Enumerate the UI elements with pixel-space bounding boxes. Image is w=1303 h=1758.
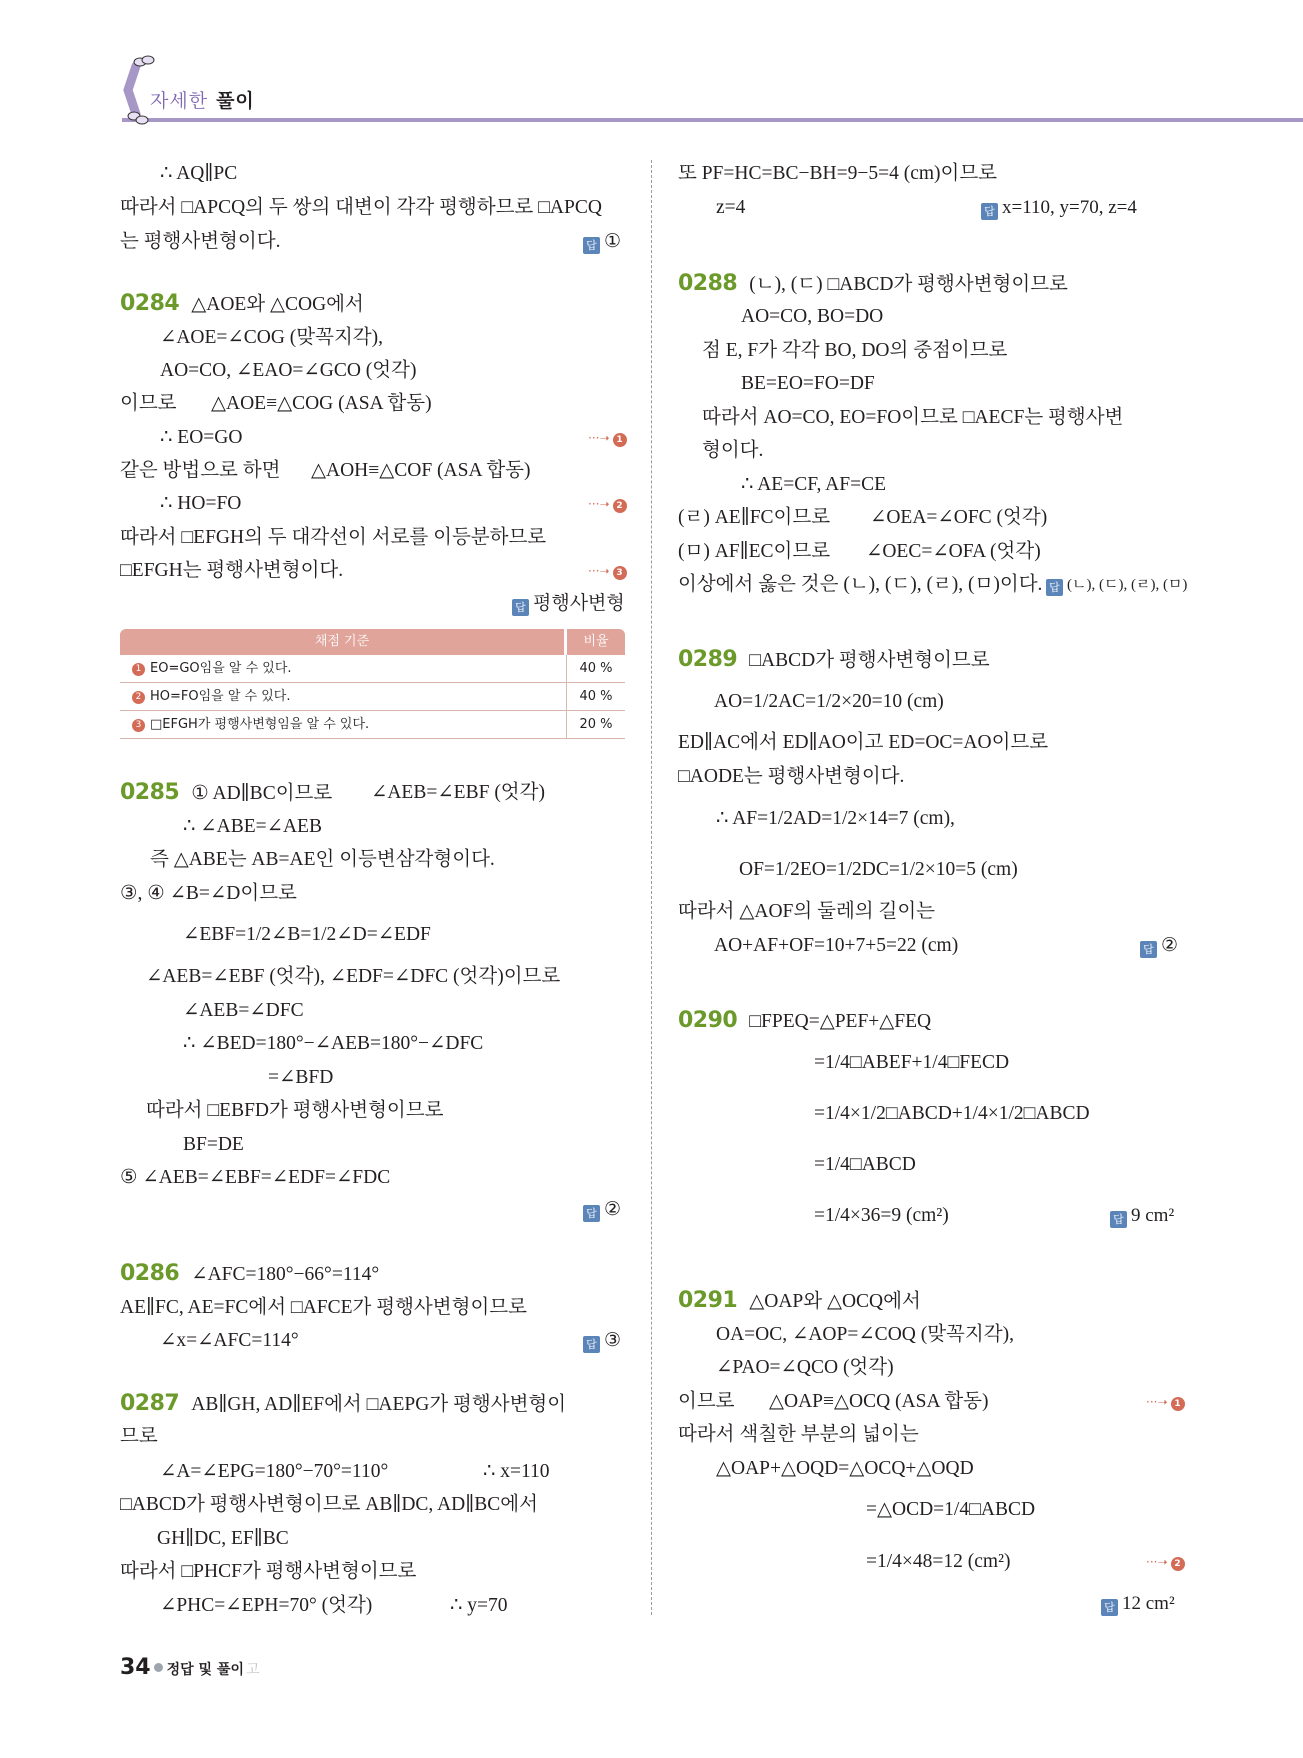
table-row: 3 □EFGH가 평행사변형임을 알 수 있다. 20 % (120, 711, 625, 739)
text-line: ∠AEB=∠EBF (엇각) (371, 782, 545, 803)
problem-number: 0288 (678, 271, 738, 296)
table-row: 2 HO=FO임을 알 수 있다. 40 % (120, 683, 625, 711)
text-line: ∠OEC=∠OFA (엇각) (866, 541, 1041, 562)
table-header-ratio: 비율 (567, 629, 625, 655)
problem-0286 (120, 1261, 379, 1288)
table-cell: EO=GO임을 알 수 있다. (150, 661, 292, 676)
step-marker: ···➝ 1 (588, 431, 627, 447)
table-cell: 40 % (579, 689, 613, 704)
text-line: △AOE≡△COG (ASA 합동) (211, 393, 432, 414)
text-line: ∴ AQ∥PC (160, 163, 238, 184)
text-line: ∴ EO=GO (160, 427, 243, 448)
section-title-part2: 풀이 (216, 90, 255, 112)
text-line: ∴ ∠BED=180°−∠AEB=180°−∠DFC (183, 1033, 484, 1054)
table-header-criteria: 채점 기준 (120, 629, 564, 655)
text-line: 같은 방법으로 하면 (120, 460, 281, 481)
text-line: △OAP와 △OCQ에서 (749, 1291, 921, 1312)
problem-number: 0291 (678, 1288, 738, 1313)
answer-icon: 답 (1140, 941, 1157, 958)
answer-icon: 답 (583, 237, 600, 254)
page-number: 34 (120, 1655, 151, 1680)
text-line: △AOE와 △COG에서 (191, 294, 364, 315)
text-line: =1/4×48=12 (cm²) (866, 1551, 1011, 1572)
text-line: ∠AEB=∠EBF (엇각), ∠EDF=∠DFC (엇각)이므로 (146, 966, 561, 987)
text-line: 므로 (120, 1426, 158, 1447)
answer-icon: 답 (583, 1205, 600, 1222)
section-title (150, 86, 255, 113)
problem-0291 (678, 1288, 921, 1315)
problem-0289 (678, 647, 990, 674)
problem-0284 (120, 291, 364, 318)
text-line: 점 E, F가 각각 BO, DO의 중점이므로 (702, 340, 1008, 361)
text-line: AE∥FC, AE=FC에서 □AFCE가 평행사변형이므로 (120, 1297, 527, 1318)
text-line: ∠x=∠AFC=114° (160, 1330, 299, 1351)
answer-text: ③ (604, 1330, 622, 1351)
table-row: 1 EO=GO임을 알 수 있다. 40 % (120, 655, 625, 683)
text-line: 이상에서 옳은 것은 (ㄴ), (ㄷ), (ㄹ), (ㅁ)이다. (678, 574, 1043, 595)
answer-text: 평행사변형 (533, 593, 625, 614)
answer (1110, 1203, 1174, 1229)
problem-0288 (678, 271, 1068, 298)
answer (1046, 572, 1187, 598)
answer-text: (ㄴ), (ㄷ), (ㄹ), (ㅁ) (1067, 577, 1188, 593)
text-line: ∠PAO=∠QCO (엇각) (716, 1357, 894, 1378)
text-line: 즉 △ABE는 AB=AE인 이등변삼각형이다. (150, 849, 495, 870)
text-line: ∴ AE=CF, AF=CE (741, 474, 887, 495)
footer-label-suffix: 고 (246, 1662, 260, 1678)
problem-number: 0287 (120, 1391, 180, 1416)
text-line: ∠OEA=∠OFC (엇각) (870, 507, 1048, 528)
text-line: 따라서 AO=CO, EO=FO이므로 □AECF는 평행사변 (702, 407, 1124, 428)
answer-text: ① (604, 231, 622, 252)
answer (583, 1197, 621, 1223)
step-marker: ···➝ 1 (1146, 1395, 1185, 1411)
problem-number: 0286 (120, 1261, 180, 1286)
text-line: BF=DE (183, 1134, 244, 1155)
text-line: z=4 (716, 197, 746, 218)
text-line: □EFGH는 평행사변형이다. (120, 560, 344, 581)
text-line: BE=EO=FO=DF (741, 373, 875, 394)
answer-text: 9 cm² (1131, 1205, 1175, 1226)
text-line: =1/4□ABCD (814, 1154, 916, 1175)
text-line: ⑤ ∠AEB=∠EBF=∠EDF=∠FDC (120, 1167, 391, 1188)
table-cell: □EFGH가 평행사변형임을 알 수 있다. (150, 717, 370, 732)
answer-icon: 답 (1110, 1211, 1127, 1228)
text-line: ① AD∥BC이므로 (191, 783, 333, 804)
text-line: ∠AOE=∠COG (맞꼭지각), (160, 327, 384, 348)
answer (583, 1328, 621, 1354)
text-line: (ㄹ) AE∥FC이므로 (678, 507, 831, 528)
text-line: 따라서 □PHCF가 평행사변형이므로 (120, 1561, 417, 1582)
text-line: □ABCD가 평행사변형이므로 AB∥DC, AD∥BC에서 (120, 1494, 538, 1515)
text-line: ∴ x=110 (483, 1461, 550, 1482)
answer-icon: 답 (583, 1336, 600, 1353)
answer (1101, 1591, 1175, 1617)
text-line: 따라서 □APCQ의 두 쌍의 대변이 각각 평행하므로 □APCQ (120, 197, 602, 218)
answer-text: ② (604, 1199, 622, 1220)
text-line: ③, ④ ∠B=∠D이므로 (120, 883, 297, 904)
step-marker: ···➝ 2 (1146, 1555, 1185, 1571)
answer-text: 12 cm² (1122, 1593, 1175, 1614)
scoring-table (120, 629, 625, 739)
answer (512, 591, 625, 617)
header-rule (122, 118, 1303, 122)
text-line: 형이다. (702, 440, 764, 461)
text-line: ∠AFC=180°−66°=114° (191, 1264, 380, 1285)
text-line: =△OCD=1/4□ABCD (866, 1499, 1036, 1520)
text-line: △OAP+△OQD=△OCQ+△OQD (716, 1458, 974, 1479)
text-line: 따라서 □EFGH의 두 대각선이 서로를 이등분하므로 (120, 527, 547, 548)
text-line: 는 평행사변형이다. (120, 231, 281, 252)
problem-number: 0290 (678, 1008, 738, 1033)
problem-0287 (120, 1391, 566, 1418)
problem-number: 0289 (678, 647, 738, 672)
text-line: ∠PHC=∠EPH=70° (엇각) (160, 1595, 373, 1616)
text-line: 따라서 △AOF의 둘레의 길이는 (678, 901, 936, 922)
answer-text: x=110, y=70, z=4 (1002, 197, 1137, 218)
bullet-icon (154, 1663, 163, 1672)
problem-number: 0284 (120, 291, 180, 316)
answer-icon: 답 (1046, 579, 1063, 596)
step-marker: ···➝ 2 (588, 497, 627, 513)
text-line: ∴ y=70 (450, 1595, 508, 1616)
text-line: ED∥AC에서 ED∥AO이고 ED=OC=AO이므로 (678, 732, 1049, 753)
text-line: (ㅁ) AF∥EC이므로 (678, 541, 831, 562)
answer (981, 195, 1137, 221)
text-line: OF=1/2EO=1/2DC=1/2×10=5 (cm) (739, 859, 1018, 880)
footer-label: 정답 및 풀이 (166, 1662, 244, 1678)
text-line: AO=CO, ∠EAO=∠GCO (엇각) (160, 360, 417, 381)
table-cell: HO=FO임을 알 수 있다. (150, 689, 291, 704)
text-line: ∠EBF=1/2∠B=1/2∠D=∠EDF (183, 924, 431, 945)
text-line: ∴ AF=1/2AD=1/2×14=7 (cm), (716, 808, 955, 829)
answer-icon: 답 (981, 203, 998, 220)
text-line: AO=CO, BO=DO (741, 306, 884, 327)
text-line: ∴ HO=FO (160, 493, 242, 514)
text-line: ∠AEB=∠DFC (183, 1000, 304, 1021)
answer-icon: 답 (512, 599, 529, 616)
answer (583, 229, 621, 255)
text-line: =∠BFD (268, 1067, 334, 1088)
text-line: 따라서 색칠한 부분의 넓이는 (678, 1424, 919, 1445)
answer-text: ② (1161, 935, 1179, 956)
text-line: □ABCD가 평행사변형이므로 (749, 650, 990, 671)
text-line: 또 PF=HC=BC−BH=9−5=4 (cm)이므로 (678, 163, 998, 184)
column-divider (651, 160, 652, 1615)
text-line: =1/4×36=9 (cm²) (814, 1205, 949, 1226)
text-line: 이므로 (678, 1391, 735, 1412)
text-line: ∴ ∠ABE=∠AEB (183, 816, 322, 837)
table-cell: 20 % (579, 717, 613, 732)
section-title-part1: 자세한 (150, 90, 209, 112)
text-line: □FPEQ=△PEF+△FEQ (749, 1011, 932, 1032)
table-header (120, 629, 625, 655)
text-line: △AOH≡△COF (ASA 합동) (311, 460, 531, 481)
table-cell: 40 % (579, 661, 613, 676)
step-marker: ···➝ 3 (588, 564, 627, 580)
text-line: ∠A=∠EPG=180°−70°=110° (160, 1461, 389, 1482)
text-line: AO+AF+OF=10+7+5=22 (cm) (714, 935, 959, 956)
problem-0285 (120, 780, 332, 807)
text-line: △OAP≡△OCQ (ASA 합동) (769, 1391, 989, 1412)
text-line: (ㄴ), (ㄷ) □ABCD가 평행사변형이므로 (749, 274, 1068, 295)
text-line: □AODE는 평행사변형이다. (678, 766, 905, 787)
page-footer (120, 1655, 260, 1680)
answer (1140, 933, 1178, 959)
text-line: 이므로 (120, 393, 177, 414)
answer-icon: 답 (1101, 1599, 1118, 1616)
text-line: OA=OC, ∠AOP=∠COQ (맞꼭지각), (716, 1324, 1014, 1345)
problem-number: 0285 (120, 780, 180, 805)
text-line: =1/4×1/2□ABCD+1/4×1/2□ABCD (814, 1103, 1090, 1124)
text-line: GH∥DC, EF∥BC (157, 1528, 289, 1549)
text-line: AB∥GH, AD∥EF에서 □AEPG가 평행사변형이 (191, 1394, 567, 1415)
problem-0290 (678, 1008, 931, 1035)
text-line: AO=1/2AC=1/2×20=10 (cm) (714, 691, 944, 712)
text-line: =1/4□ABEF+1/4□FECD (814, 1052, 1010, 1073)
text-line: 따라서 □EBFD가 평행사변형이므로 (146, 1100, 444, 1121)
